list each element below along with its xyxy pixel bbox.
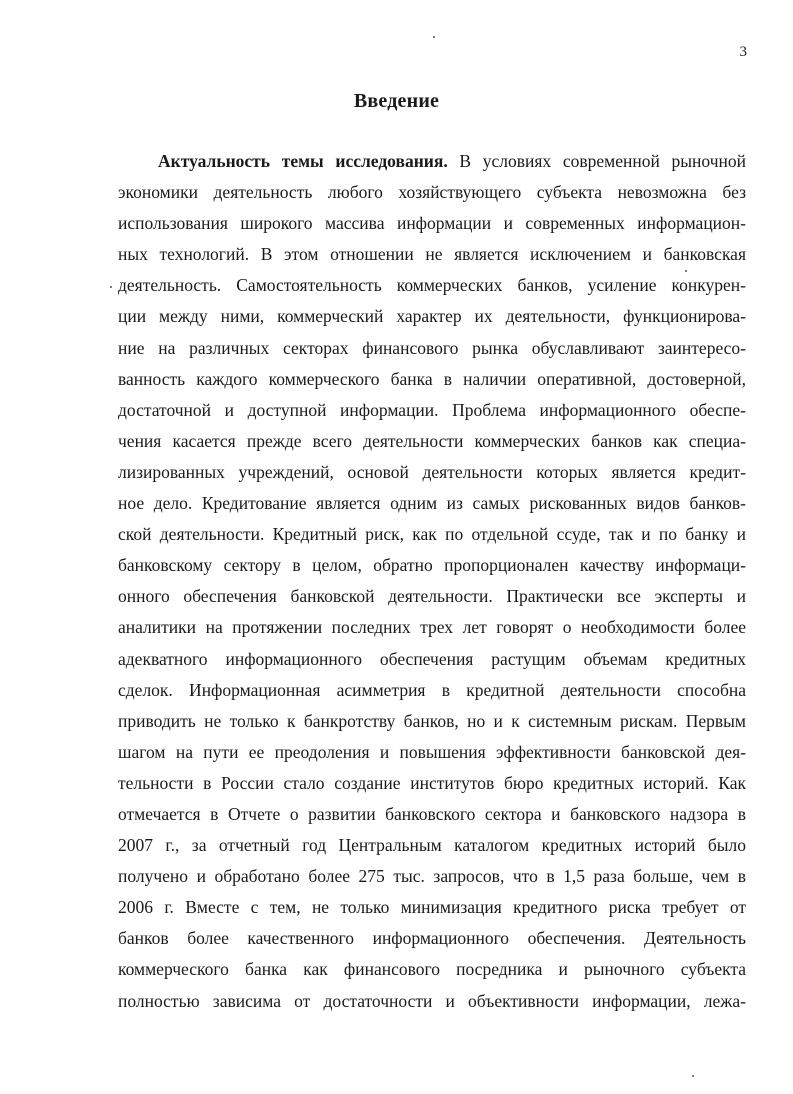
text-line: ных технологий. В этом отношении не является исключением и банковская <box>118 244 746 265</box>
text-line: ное дело. Кредитование является одним из самых рискованных видов банков- <box>118 493 746 514</box>
text-line: экономики деятельность любого хозяйствующего субъекта невозможна без <box>118 182 746 203</box>
text-line: достаточной и доступной информации. Проблема информационного обеспе- <box>118 399 746 420</box>
first-line-text: В условиях современной рыночной <box>447 151 746 171</box>
scan-speck <box>433 36 435 38</box>
text-line: приводить не только к банкротству банков, но и к системным рискам. Первым <box>118 710 746 731</box>
lead-heading: Актуальность темы исследования. <box>158 151 448 171</box>
text-line: использования широкого массива информации и современных информацион- <box>118 213 746 234</box>
text-line: 2006 г. Вместе с тем, не только минимизация кредитного риска требует от <box>118 897 746 918</box>
scan-speck <box>692 1075 694 1077</box>
text-line: получено и обработано более 275 тыс. запросов, что в 1,5 раза больше, чем в <box>118 866 746 887</box>
text-line: 2007 г., за отчетный год Центральным каталогом кредитных историй было <box>118 835 746 856</box>
body-text <box>118 146 746 1017</box>
text-line: онного обеспечения банковской деятельности. Практически все эксперты и <box>118 586 746 607</box>
text-line: аналитики на протяжении последних трех лет говорят о необходимости более <box>118 617 746 638</box>
scan-speck <box>110 286 112 288</box>
text-line: сделок. Информационная асимметрия в кредитной деятельности способна <box>118 679 746 700</box>
page-number: 3 <box>739 44 747 60</box>
text-line: ние на различных секторах финансового рынка обуславливают заинтересо- <box>118 337 746 358</box>
text-line: тельности в России стало создание институтов бюро кредитных историй. Как <box>118 772 746 793</box>
text-line: ции между ними, коммерческий характер их деятельности, функционирова- <box>118 306 746 327</box>
text-line: коммерческого банка как финансового посредника и рыночного субъекта <box>118 959 746 980</box>
text-line: деятельность. Самостоятельность коммерческих банков, усиление конкурен- <box>118 275 746 296</box>
text-line: ванность каждого коммерческого банка в наличии оперативной, достоверной, <box>118 368 746 389</box>
text-line: лизированных учреждений, основой деятельности которых является кредит- <box>118 461 746 482</box>
paragraph-first-line <box>118 146 746 177</box>
text-line: банковскому сектору в целом, обратно пропорционален качеству информаци- <box>118 555 746 576</box>
text-line: чения касается прежде всего деятельности коммерческих банков как специа- <box>118 430 746 451</box>
text-line: адекватного информационного обеспечения растущим объемам кредитных <box>118 648 746 669</box>
text-line: ской деятельности. Кредитный риск, как по отдельной ссуде, так и по банку и <box>118 524 746 545</box>
text-line: полностью зависима от достаточности и объективности информации, лежа- <box>118 990 746 1011</box>
page-title: Введение <box>353 90 440 112</box>
scan-speck <box>685 270 687 272</box>
text-line: банков более качественного информационного обеспечения. Деятельность <box>118 928 746 949</box>
text-line: отмечается в Отчете о развитии банковского сектора и банковского надзора в <box>118 803 746 824</box>
text-line: шагом на пути ее преодоления и повышения эффективности банковской дея- <box>118 741 746 762</box>
